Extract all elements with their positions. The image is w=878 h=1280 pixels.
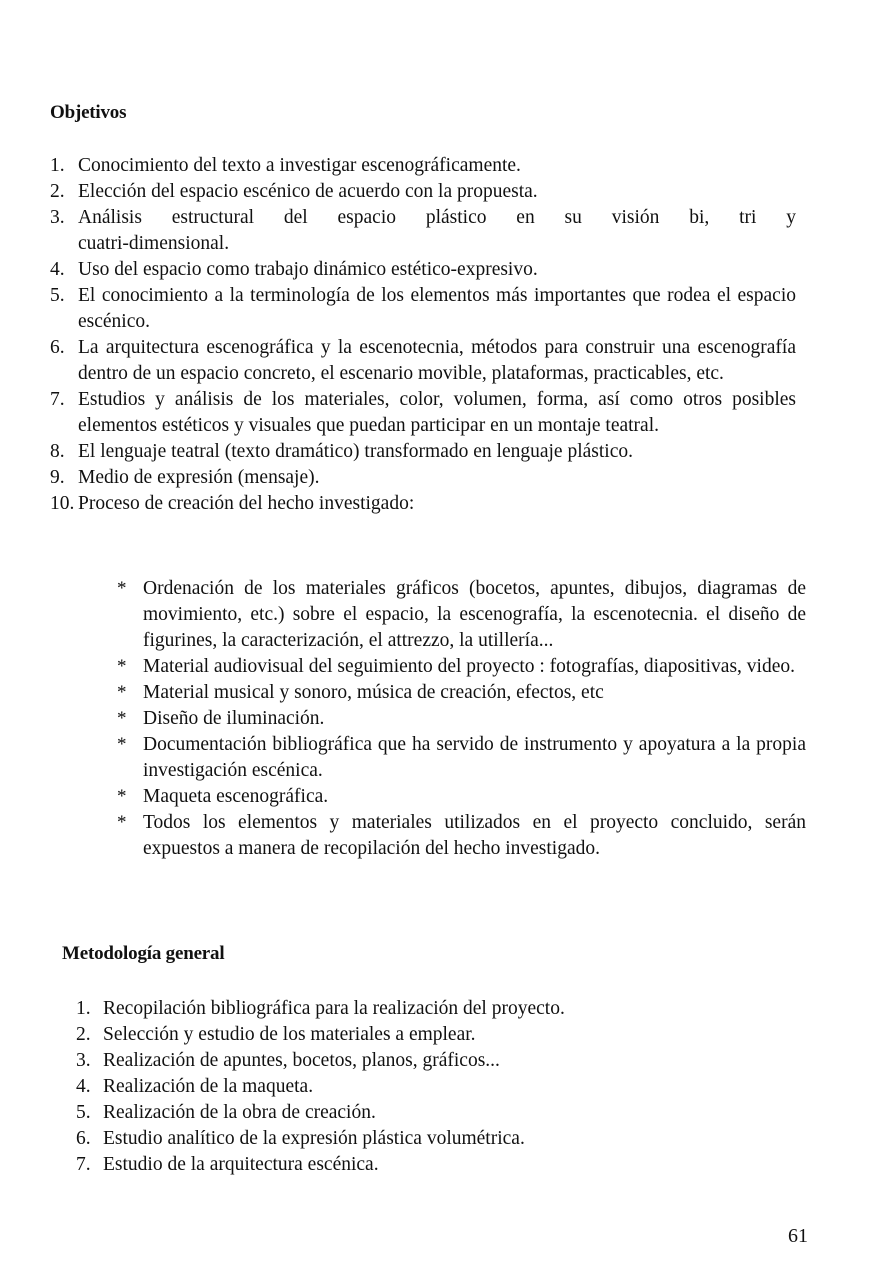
item-number: 3.	[76, 1050, 91, 1071]
list-item	[76, 1152, 776, 1178]
sublist-item-text: Documentación bibliográfica que ha servido de instrumento y apoyatura a la propia investigación escénica.	[143, 734, 806, 781]
item-text: Uso del espacio como trabajo dinámico estético-expresivo.	[78, 259, 538, 280]
item-number: 2.	[76, 1024, 91, 1045]
item-text: Estudio de la arquitectura escénica.	[103, 1154, 379, 1175]
proceso-sublist	[117, 576, 806, 862]
sublist-item	[117, 706, 806, 732]
item-text: Medio de expresión (mensaje).	[78, 467, 320, 488]
section-heading-metodologia: Metodología general	[62, 943, 225, 964]
asterisk-bullet-icon: *	[117, 786, 127, 807]
item-number: 8.	[50, 441, 65, 462]
list-item	[76, 1100, 776, 1126]
asterisk-bullet-icon: *	[117, 812, 127, 833]
item-number: 9.	[50, 467, 65, 488]
list-item	[50, 153, 796, 179]
item-number: 7.	[50, 389, 65, 410]
item-number: 1.	[50, 155, 65, 176]
item-number: 4.	[50, 259, 65, 280]
asterisk-bullet-icon: *	[117, 708, 127, 729]
item-number: 3.	[50, 207, 65, 228]
item-number: 6.	[50, 337, 65, 358]
asterisk-bullet-icon: *	[117, 578, 127, 599]
objetivos-list	[50, 153, 796, 517]
list-item	[50, 205, 796, 257]
item-text-line2: cuatri-dimensional.	[78, 233, 230, 254]
item-text: Recopilación bibliográfica para la realización del proyecto.	[103, 998, 565, 1019]
item-text: Conocimiento del texto a investigar escenográficamente.	[78, 155, 521, 176]
item-number: 4.	[76, 1076, 91, 1097]
sublist-item-text: Material audiovisual del seguimiento del proyecto : fotografías, diapositivas, video.	[143, 656, 796, 677]
list-item	[76, 1022, 776, 1048]
list-item	[50, 335, 796, 387]
asterisk-bullet-icon: *	[117, 656, 127, 677]
list-item	[50, 257, 796, 283]
sublist-item	[117, 732, 806, 784]
list-item	[50, 439, 796, 465]
list-item	[76, 996, 776, 1022]
list-item	[76, 1048, 776, 1074]
item-number: 5.	[76, 1102, 91, 1123]
item-text: El lenguaje teatral (texto dramático) transformado en lenguaje plástico.	[78, 441, 633, 462]
sublist-item	[117, 654, 806, 680]
sublist-item	[117, 680, 806, 706]
item-text: La arquitectura escenográfica y la escenotecnia, métodos para construir una escenografía dentro de un espacio concreto, el escenario movible, plataformas, practicables, etc.	[78, 337, 796, 384]
sublist-item	[117, 784, 806, 810]
asterisk-bullet-icon: *	[117, 734, 127, 755]
sublist-item	[117, 576, 806, 654]
list-item	[76, 1074, 776, 1100]
item-text: Realización de la obra de creación.	[103, 1102, 376, 1123]
item-number: 2.	[50, 181, 65, 202]
list-item	[50, 283, 796, 335]
item-text-line1: Análisis estructural del espacio plástico en su visión bi, tri y	[78, 207, 796, 228]
section-heading-objetivos: Objetivos	[50, 102, 127, 123]
list-item	[76, 1126, 776, 1152]
list-item	[50, 491, 796, 517]
list-item	[50, 179, 796, 205]
item-text: Elección del espacio escénico de acuerdo con la propuesta.	[78, 181, 538, 202]
page-number: 61	[788, 1225, 808, 1247]
item-number: 10.	[50, 493, 75, 514]
list-item	[50, 465, 796, 491]
metodologia-list	[76, 996, 776, 1178]
asterisk-bullet-icon: *	[117, 682, 127, 703]
item-number: 5.	[50, 285, 65, 306]
item-text: Estudios y análisis de los materiales, color, volumen, forma, así como otros posibles elementos estéticos y visuales que puedan participar en un montaje teatral.	[78, 389, 796, 436]
item-text: El conocimiento a la terminología de los elementos más importantes que rodea el espacio escénico.	[78, 285, 796, 332]
item-text: Realización de la maqueta.	[103, 1076, 314, 1097]
item-text: Proceso de creación del hecho investigado:	[78, 493, 415, 514]
sublist-item-text: Maqueta escenográfica.	[143, 786, 329, 807]
item-number: 7.	[76, 1154, 91, 1175]
item-text: Estudio analítico de la expresión plástica volumétrica.	[103, 1128, 525, 1149]
sublist-item-text: Ordenación de los materiales gráficos (bocetos, apuntes, dibujos, diagramas de movimiento, etc.) sobre el espacio, la escenografía, la escenotecnia. el diseño de figurines, la caracterización, el attrezzo, la utillería...	[143, 578, 806, 651]
sublist-item-text: Material musical y sonoro, música de creación, efectos, etc	[143, 682, 604, 703]
item-number: 6.	[76, 1128, 91, 1149]
item-text: Selección y estudio de los materiales a emplear.	[103, 1024, 476, 1045]
sublist-item-text: Diseño de iluminación.	[143, 708, 325, 729]
item-number: 1.	[76, 998, 91, 1019]
item-text: Realización de apuntes, bocetos, planos, gráficos...	[103, 1050, 500, 1071]
sublist-item	[117, 810, 806, 862]
sublist-item-text: Todos los elementos y materiales utilizados en el proyecto concluido, serán expuestos a manera de recopilación del hecho investigado.	[143, 812, 806, 859]
list-item	[50, 387, 796, 439]
